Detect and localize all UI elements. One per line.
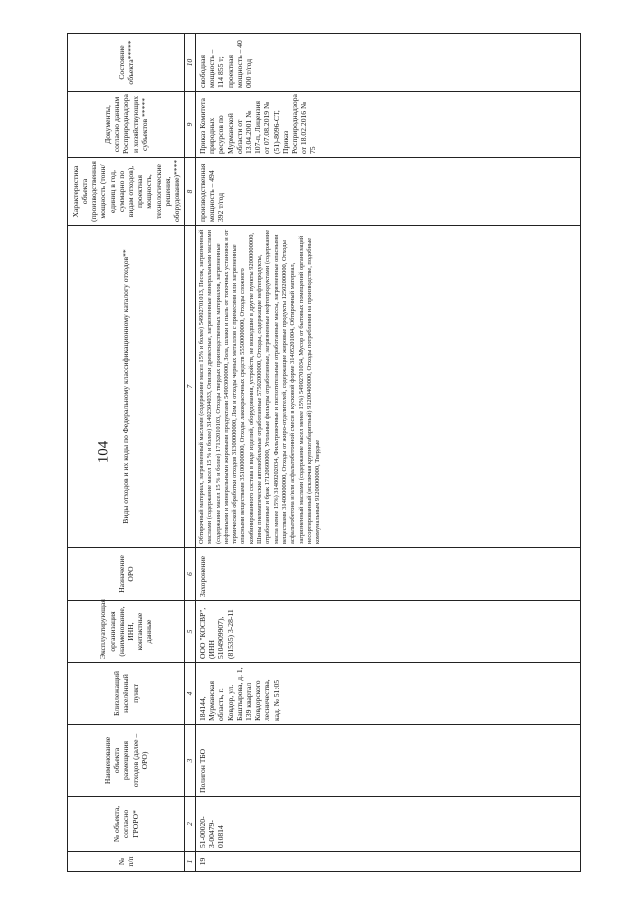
header-cell: № объекта, согласно ГРОРО* <box>68 797 185 852</box>
header-cell: Эксплуатирующая организация (наименование, ИНН, контактные данные <box>68 601 185 663</box>
column-number: 3 <box>185 725 196 797</box>
header-cell: Состояние объекта***** <box>68 34 185 92</box>
groro-number: 51-00020-З-00479-010814 <box>196 797 581 852</box>
column-number: 5 <box>185 601 196 663</box>
header-cell: Характеристика объекта (производственная мощность (тонн/единиц в год, суммарно по видам отходов), проектная мощность, технологические решения, оборудование)**** <box>68 158 185 226</box>
waste-facilities-table <box>67 33 581 872</box>
column-number-row <box>185 34 196 872</box>
header-row <box>68 34 185 872</box>
operator-info: ООО "КОСВР", (ИНН 5104909907), (81535) 3-28-11 <box>196 601 581 663</box>
header-cell: Наименование объекта размещения отходов (далее – ОРО) <box>68 725 185 797</box>
facility-purpose: Захоронение <box>196 548 581 601</box>
header-cell: Близлежащий населённый пункт <box>68 663 185 725</box>
column-number: 2 <box>185 797 196 852</box>
rotated-table-container <box>67 34 593 872</box>
page-number: 104 <box>95 440 112 464</box>
column-number: 8 <box>185 158 196 226</box>
facility-name: Полигон ТБО <box>196 725 581 797</box>
header-cell: № п/п <box>68 852 185 872</box>
column-number: 10 <box>185 34 196 92</box>
header-cell: Документы, согласно данным Росприроднадзора и хозяйствующих субъектов ***** <box>68 92 185 158</box>
column-number: 6 <box>185 548 196 601</box>
row-number: 19 <box>196 852 581 872</box>
header-cell: Назначение ОРО <box>68 548 185 601</box>
facility-characteristic: производственная мощность – 494 392 т/год <box>196 158 581 226</box>
nearby-locality: 184144, Мурманская область, г. Ковдор, ул. Баштырова, д. 1, 139 квартал Ковдорского лесничества, кад. № 51:05 <box>196 663 581 725</box>
column-number: 7 <box>185 226 196 548</box>
facility-documents: Приказ Комитета природных ресурсов по Мурманской области от 13.04.2001 № 107-п, Лицензия от 07.08.2019 № (51)-8096-СТ, Приказ Росприроднадзора от 18.02.2016 № 75 <box>196 92 581 158</box>
column-number: 4 <box>185 663 196 725</box>
facility-state: свободная мощность – 114 855 т; проектная мощность – 40 000 т/год <box>196 34 581 92</box>
column-number: 1 <box>185 852 196 872</box>
table-row <box>196 34 581 872</box>
header-cell: Виды отходов и их коды по Федеральному классификационному каталогу отходов** <box>68 226 185 548</box>
waste-types: Обтирочный материал, загрязненный маслами (содержание масел 15% и более) 54902701013, Песок, загрязненный маслами (содержание масел 15 % и более) 31402304033, Опилки древесные, загрязненные минеральными маслами (содержание масел 15 % и более) 17132010103, Отходы твердых производственных материалов, загрязненные нефтяными и минеральными жировыми продуктами 54903000000, Зола, шлаки и пыль от топочных установок и от термической обработки отходов 31300000000, Лом и отходы черных металлов с примесями или загрязненные опасными веществами 35100000000, Отходы лакокрасочных средств 55500000000, Отходы сложного комбинированного состава в виде изделий, оборудования, устройств, не вошедшие в другие пункты 92000000000, Шины пневматические автомобильные отработанные 57502000000, Отходы, содержащие нефтепродукты, отработанные и брак 17120600000, Угольные фильтры отработанные, загрязненные нефтепродуктами (содержание масла менее 15%) 31480202034, Фильтровочные и поглотительные отработанные массы, загрязненные опасными веществами 31400000000, Отходы от жиро-отделителей, содержащие жировые продукты 12502000000, Отходы асфальтобетона и/или асфальтобетонной смеси в кусковой форме 31405201004, Обтирочный материал, загрязненный маслами (содержание масел менее 15%) 54902701034, Мусор от бытовых помещений организаций несортированный (исключая крупногабаритный) 91200400000, Отходы потребления на производстве, подобные коммунальным 91200000000, Твердые <box>196 226 581 548</box>
column-number: 9 <box>185 92 196 158</box>
